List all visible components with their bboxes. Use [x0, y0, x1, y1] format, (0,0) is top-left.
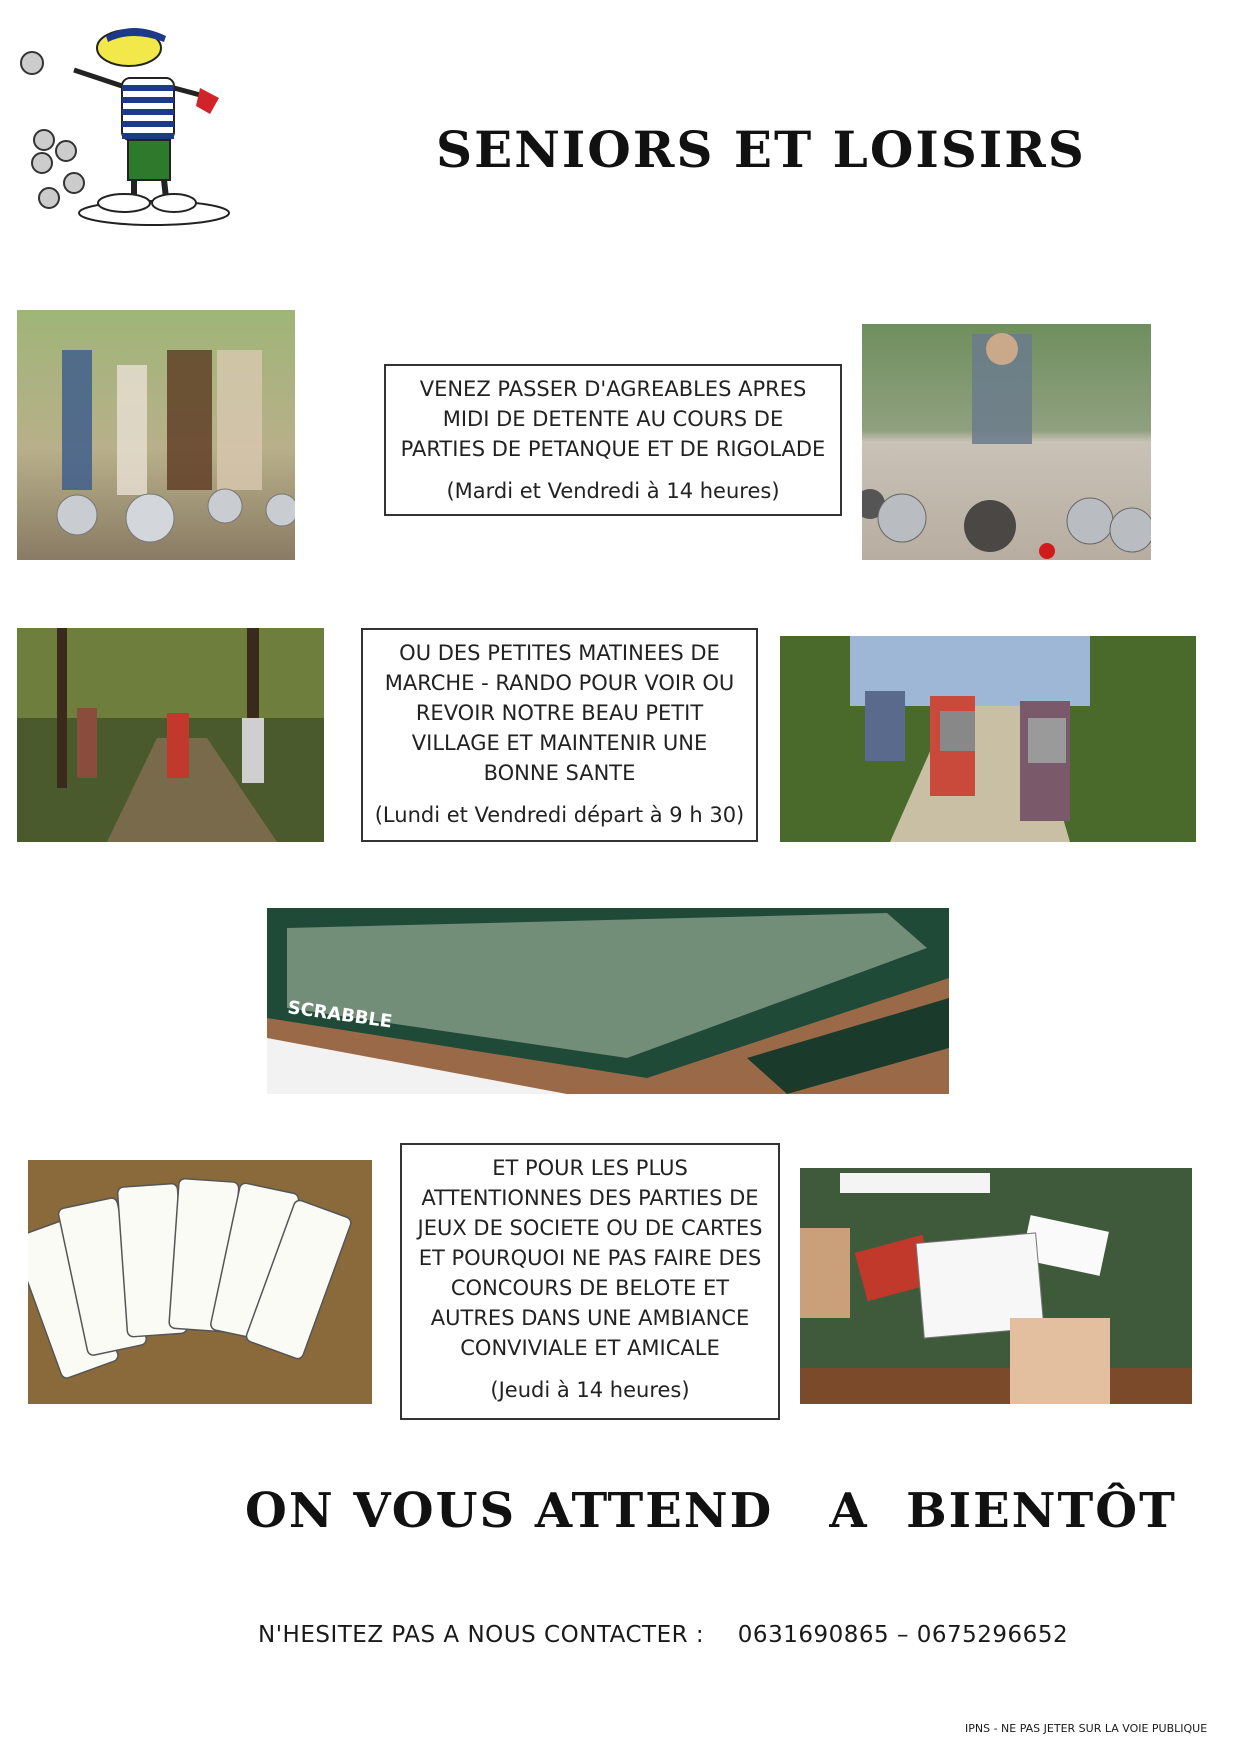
- contact-label: N'HESITEZ PAS A NOUS CONTACTER :: [258, 1622, 705, 1648]
- section-line: VENEZ PASSER D'AGREABLES APRES: [419, 377, 807, 401]
- petanque-info-box: [384, 364, 842, 516]
- scrabble-logo: SCRABBLE: [286, 997, 394, 1033]
- section-line: BONNE SANTE: [483, 761, 636, 785]
- contact-line: [258, 1622, 1068, 1648]
- petanque-players-photo: [17, 310, 295, 560]
- scrabble-board-photo: [267, 908, 949, 1094]
- schedule-text: (Mardi et Vendredi à 14 heures): [446, 479, 780, 503]
- section-line: ET POURQUOI NE PAS FAIRE DES: [418, 1246, 762, 1270]
- forest-walk-photo: [17, 628, 324, 842]
- petanque-boules-photo: [862, 324, 1151, 560]
- phone-numbers: 0631690865 – 0675296652: [737, 1622, 1069, 1648]
- tarot-cards-photo: [28, 1160, 372, 1404]
- schedule-text: (Jeudi à 14 heures): [490, 1378, 690, 1402]
- section-line: PARTIES DE PETANQUE ET DE RIGOLADE: [400, 437, 826, 461]
- section-line: CONVIVIALE ET AMICALE: [460, 1336, 720, 1360]
- games-info-box: [400, 1143, 780, 1420]
- hikers-photo: [780, 636, 1196, 842]
- footer-notice: IPNS - NE PAS JETER SUR LA VOIE PUBLIQUE: [965, 1722, 1208, 1735]
- section-line: MIDI DE DETENTE AU COURS DE: [442, 407, 784, 431]
- section-line: JEUX DE SOCIETE OU DE CARTES: [417, 1216, 763, 1240]
- petanque-mascot-logo: [14, 18, 234, 230]
- section-line: AUTRES DANS UNE AMBIANCE: [430, 1306, 750, 1330]
- schedule-text: (Lundi et Vendredi départ à 9 h 30): [374, 803, 745, 827]
- section-line: OU DES PETITES MATINEES DE: [399, 641, 720, 665]
- section-line: REVOIR NOTRE BEAU PETIT: [415, 701, 704, 725]
- card-game-photo: [800, 1168, 1192, 1404]
- section-line: ATTENTIONNES DES PARTIES DE: [421, 1186, 759, 1210]
- section-line: CONCOURS DE BELOTE ET: [450, 1276, 730, 1300]
- page-title: SENIORS ET LOISIRS: [436, 120, 1086, 179]
- section-line: MARCHE - RANDO POUR VOIR OU: [384, 671, 735, 695]
- section-line: ET POUR LES PLUS: [492, 1156, 688, 1180]
- walking-info-box: [361, 628, 758, 842]
- section-line: VILLAGE ET MAINTENIR UNE: [411, 731, 708, 755]
- closing-message: ON VOUS ATTEND A BIENTÔT: [245, 1483, 1177, 1539]
